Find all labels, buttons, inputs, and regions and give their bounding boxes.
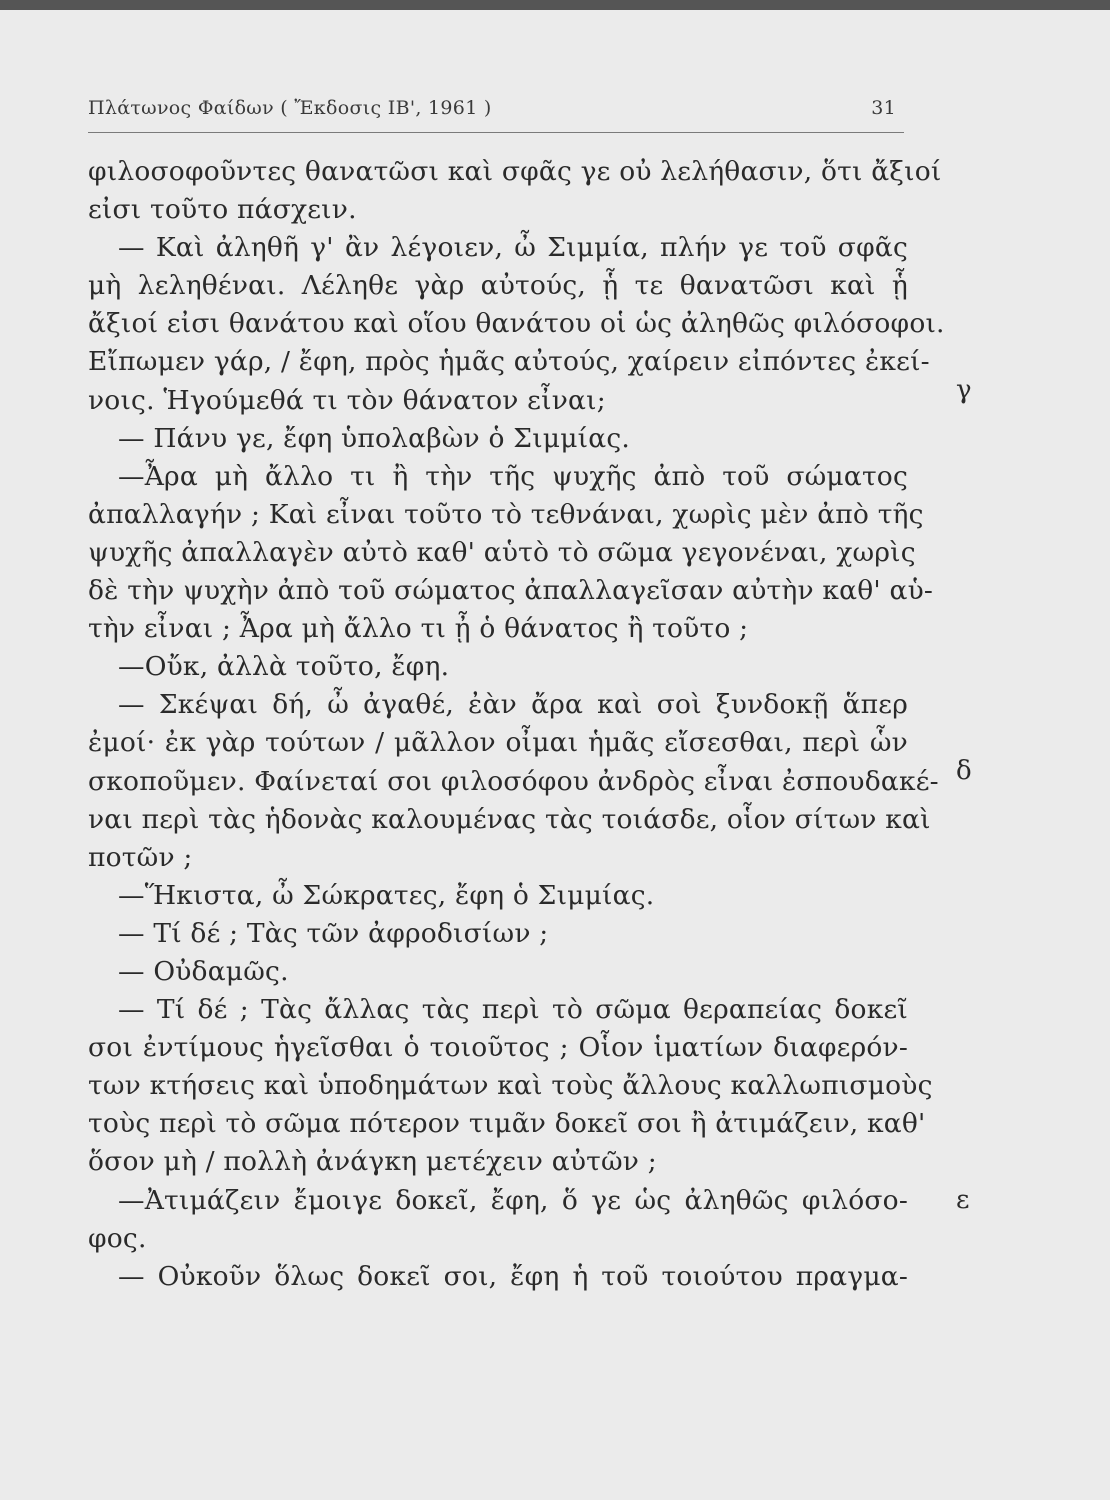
text-line: —Ἥκιστα, ὦ Σώκρατες, ἔφη ὁ Σιμμίας. xyxy=(118,879,655,911)
text-line: φιλοσοφοῦντες θανατῶσι καὶ σφᾶς γε οὐ λελήθασιν, ὅτι ἄξιοί xyxy=(88,156,942,187)
text-line: ψυχῆς ἀπαλλαγὲν αὐτὸ καθ' αὑτὸ τὸ σῶμα γεγονέναι, χωρὶς xyxy=(88,536,916,568)
text-line: Εἴπωμεν γάρ, / ἔφη, πρὸς ἡμᾶς αὐτούς, χαίρειν εἰπόντες ἐκεί- xyxy=(88,346,930,378)
text-line: — Οὐκοῦν ὅλως δοκεῖ σοι, ἔφη ἡ τοῦ τοιούτου πραγμα- xyxy=(118,1260,908,1292)
text-line: τοὺς περὶ τὸ σῶμα πότερον τιμᾶν δοκεῖ σοι ἢ ἀτιμάζειν, καθ' xyxy=(88,1108,926,1140)
text-line: τὴν εἶναι ; Ἆρα μὴ ἄλλο τι ᾖ ὁ θάνατος ἢ τοῦτο ; xyxy=(88,613,749,645)
text-line: σοι ἐντίμους ἡγεῖσθαι ὁ τοιοῦτος ; Οἷον ἱματίων διαφερόν- xyxy=(88,1032,908,1064)
header-rule xyxy=(88,132,904,133)
text-line: των κτήσεις καὶ ὑποδημάτων καὶ τοὺς ἄλλους καλλωπισμοὺς xyxy=(88,1070,933,1102)
text-line: —Ἆρα μὴ ἄλλο τι ἢ τὴν τῆς ψυχῆς ἀπὸ τοῦ σώματος xyxy=(118,460,908,492)
text-line: σκοποῦμεν. Φαίνεταί σοι φιλοσόφου ἀνδρὸς εἶναι ἐσπουδακέ- xyxy=(88,765,939,797)
text-line: μὴ λεληθέναι. Λέληθε γὰρ αὐτούς, ᾗ τε θανατῶσι καὶ ᾗ xyxy=(88,270,908,302)
text-line: ἄξιοί εἰσι θανάτου καὶ οἵου θανάτου οἱ ὡς ἀληθῶς φιλόσοφοι. xyxy=(88,308,945,340)
body-text xyxy=(88,153,945,1296)
text-line: εἰσι τοῦτο πάσχειν. xyxy=(88,194,357,226)
text-line: — Τί δέ ; Τὰς ἄλλας τὰς περὶ τὸ σῶμα θεραπείας δοκεῖ xyxy=(118,994,908,1026)
running-header xyxy=(88,97,904,127)
text-line: ναι περὶ τὰς ἡδονὰς καλουμένας τὰς τοιάσδε, οἷον σίτων καὶ xyxy=(88,803,931,835)
margin-marker-gamma: γ xyxy=(956,375,972,405)
text-line: ἐμοί· ἐκ γὰρ τούτων / μᾶλλον οἶμαι ἡμᾶς εἴσεσθαι, περὶ ὧν xyxy=(88,727,908,759)
text-line: ποτῶν ; xyxy=(88,841,193,873)
text-line: — Σκέψαι δή, ὦ ἀγαθέ, ἐὰν ἄρα καὶ σοὶ ξυνδοκῇ ἅπερ xyxy=(118,689,908,721)
text-line: φος. xyxy=(88,1222,147,1254)
text-line: — Οὐδαμῶς. xyxy=(118,955,289,987)
text-line: νοις. Ἡγούμεθά τι τὸν θάνατον εἶναι; xyxy=(88,384,606,416)
text-line: — Καὶ ἀληθῆ γ' ἂν λέγοιεν, ὦ Σιμμία, πλήν γε τοῦ σφᾶς xyxy=(118,232,908,264)
page-number: 31 xyxy=(871,97,896,119)
text-line: — Τί δέ ; Τὰς τῶν ἀφροδισίων ; xyxy=(118,917,549,949)
text-line: ἀπαλλαγήν ; Καὶ εἶναι τοῦτο τὸ τεθνάναι, χωρὶς μὲν ἀπὸ τῆς xyxy=(88,498,924,530)
scan-top-border xyxy=(0,0,1110,10)
text-line: —Ἀτιμάζειν ἔμοιγε δοκεῖ, ἔφη, ὅ γε ὡς ἀληθῶς φιλόσο- xyxy=(118,1184,908,1216)
text-line: — Πάνυ γε, ἔφη ὑπολαβὼν ὁ Σιμμίας. xyxy=(118,422,630,454)
header-title: Πλάτωνος Φαίδων ( Ἔκδοσις ΙΒ', 1961 ) xyxy=(88,97,492,119)
margin-marker-epsilon: ε xyxy=(956,1185,970,1215)
text-line: δὲ τὴν ψυχὴν ἀπὸ τοῦ σώματος ἀπαλλαγεῖσαν αὐτὴν καθ' αὑ- xyxy=(88,575,934,607)
text-line: ὅσον μὴ / πολλὴ ἀνάγκη μετέχειν αὐτῶν ; xyxy=(88,1146,657,1178)
margin-marker-delta: δ xyxy=(956,756,972,786)
text-line: —Οὔκ, ἀλλὰ τοῦτο, ἔφη. xyxy=(118,651,450,683)
